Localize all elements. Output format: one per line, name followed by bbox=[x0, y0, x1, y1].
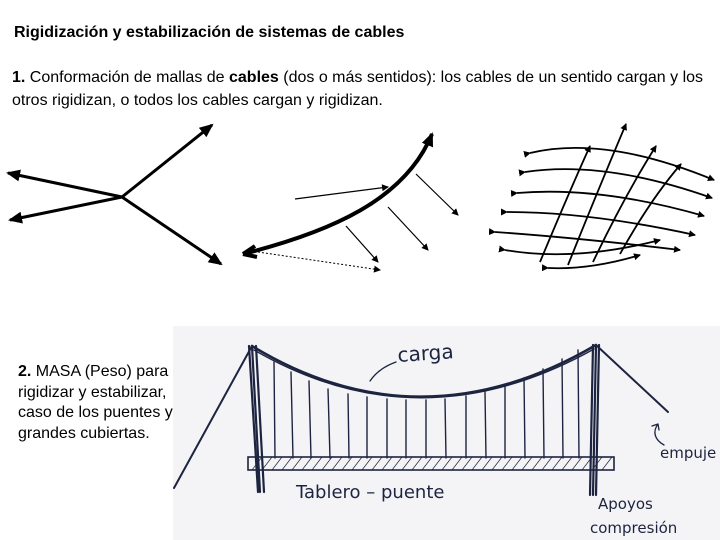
section-2-number: 2. bbox=[18, 363, 32, 380]
three-cable-node-diagram bbox=[8, 125, 221, 264]
label-empuje: empuje bbox=[660, 444, 717, 462]
section-1-number: 1. bbox=[12, 69, 26, 86]
label-tablero-puente: Tablero – puente bbox=[296, 482, 445, 503]
section-2-text bbox=[18, 362, 178, 444]
page-title: Rigidización y estabilización de sistemas de cables bbox=[14, 24, 405, 41]
section-1-text-b: (dos o más sentidos): los cables de un sentido cargan y los otros rigidizan, o todos los cables cargan y rigidizan. bbox=[12, 69, 704, 109]
cable-net-diagram bbox=[495, 124, 714, 268]
suspension-bridge-sketch bbox=[173, 326, 720, 540]
section-1-bold-cables: cables bbox=[229, 69, 279, 86]
curved-cable-diagram bbox=[243, 134, 458, 270]
section-2-body: MASA (Peso) para rigidizar y estabilizar, caso de los puentes y grandes cubiertas. bbox=[18, 363, 173, 442]
section-1-text-a: Conformación de mallas de bbox=[25, 69, 229, 86]
label-compresion: compresión bbox=[590, 519, 678, 537]
label-apoyos: Apoyos bbox=[598, 495, 653, 513]
label-carga: carga bbox=[396, 339, 455, 367]
